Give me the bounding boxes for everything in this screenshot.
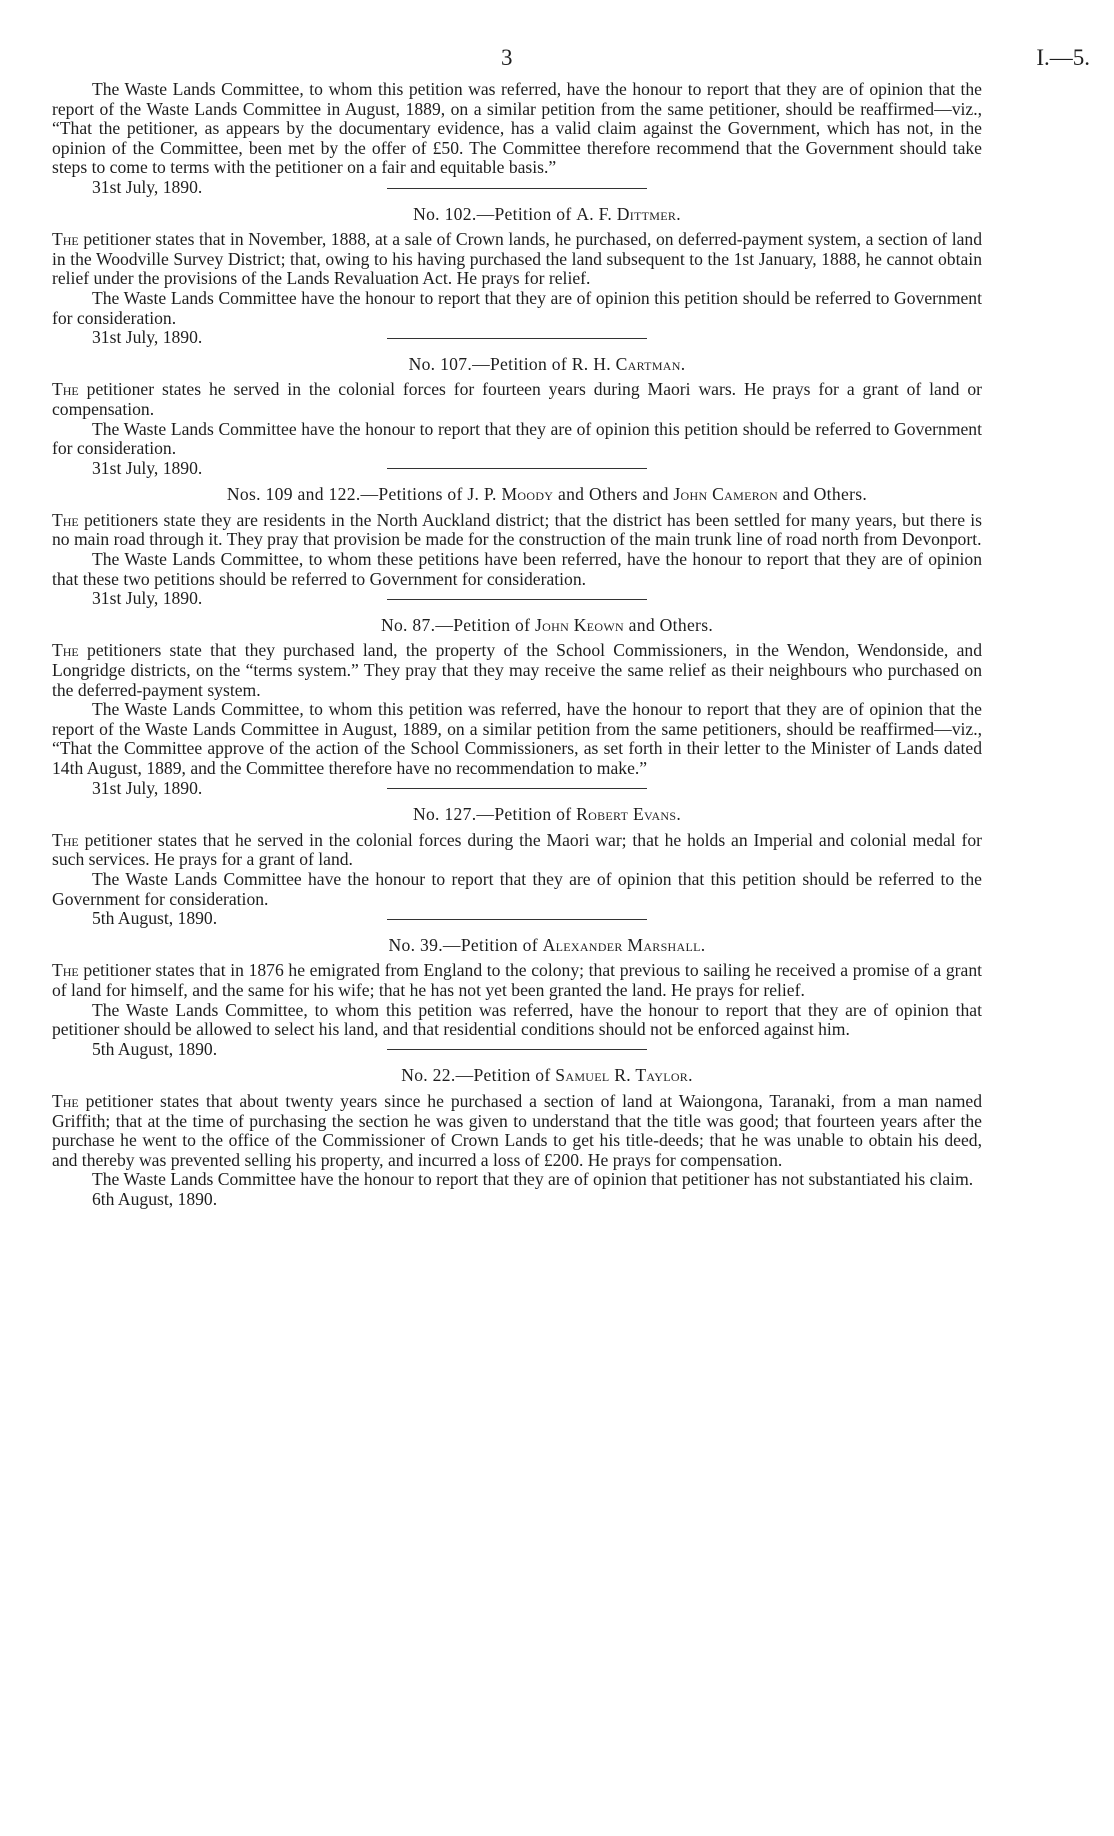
petition-statement: The petitioners state they are residents in the North Auckland district; that the district has been settled for many years, but there is no main road through it. They pray that provision be made for the construction of the main trunk line of road north from Devonport.: [52, 509, 982, 550]
petitioner-name: R. H. Cartman.: [571, 353, 686, 374]
section-divider: [387, 919, 647, 920]
petition-heading: No. 127.—Petition of Robert Evans.: [412, 804, 682, 825]
section-divider: [387, 188, 647, 189]
report-date: 31st July, 1890.: [92, 588, 203, 609]
petition-heading: No. 107.—Petition of R. H. Cartman.: [408, 353, 686, 374]
paper-reference: I.—5.: [1036, 45, 1090, 70]
page-header: [52, 44, 1090, 80]
petition-heading: No. 39.—Petition of Alexander Marshall.: [388, 934, 706, 955]
petition-statement: The petitioners state that they purchased land, the property of the School Commissioners, in the Wendon, Wendonside, and Longridge districts, on the “terms system.” They pray that they may receive the same relief as their neighbours who purchased on the deferred-payment system.: [52, 640, 982, 700]
petition-section: [52, 205, 982, 348]
petitioner-name: Robert Evans.: [576, 804, 682, 825]
petitioner-name: A. F. Dittmer.: [576, 203, 681, 224]
report-date: 31st July, 1890.: [92, 777, 203, 798]
committee-report: The Waste Lands Committee have the honour to report that they are of opinion this petition should be referred to Government for consideration.: [52, 287, 982, 328]
petition-section: [52, 485, 982, 609]
section-divider: [387, 338, 647, 339]
committee-report: The Waste Lands Committee, to whom this petition was referred, have the honour to report that they are of opinion that the report of the Waste Lands Committee in August, 1889, on a similar petition from the same petitioner, should be reaffirmed—viz., “That the petitioner, as appears by the documentary evidence, has a valid claim against the Government, which has not, in the opinion of the Committee, been met by the offer of £50. The Committee therefore recommend that the Government should take steps to come to terms with the petitioner on a fair and equitable basis.”: [52, 79, 982, 178]
petition-section: [52, 805, 982, 929]
report-date: 31st July, 1890.: [92, 176, 203, 197]
petition-statement: The petitioner states that in 1876 he emigrated from England to the colony; that previous to sailing he received a promise of a grant of land for himself, and the same for his wife; that he has not yet been granted the land. He prays for relief.: [52, 960, 982, 1000]
committee-report: The Waste Lands Committee have the honour to report that they are of opinion that petitioner has not substantiated his claim.: [92, 1169, 974, 1190]
petition-statement: The petitioner states he served in the colonial forces for fourteen years during Maori wars. He prays for a grant of land or compensation.: [52, 379, 982, 419]
petitioner-name: John Keown: [535, 614, 624, 635]
petitioner-name: Samuel R. Taylor.: [555, 1065, 693, 1086]
committee-report: The Waste Lands Committee have the honour to report that they are of opinion that this petition should be referred to the Government for consideration.: [52, 868, 982, 909]
petitioner-name: John Cameron: [673, 484, 778, 505]
committee-report: The Waste Lands Committee, to whom this petition was referred, have the honour to report that they are of opinion that the report of the Waste Lands Committee in August, 1889, on a similar petition from the same petitioners, should be reaffirmed—viz., “That the Committee approve of the action of the School Commissioners, as set forth in their letter to the Minister of Lands dated 14th August, 1889, and the Committee therefore have no recommendation to make.”: [52, 699, 982, 778]
report-date: 31st July, 1890.: [92, 327, 203, 348]
petition-heading: No. 102.—Petition of A. F. Dittmer.: [413, 203, 681, 224]
petition-statement: The petitioner states that about twenty years since he purchased a section of land at Waiongona, Taranaki, from a man named Griffith; that at the time of purchasing the section he was given to understand that the title was good; that fourteen years after the purchase he went to the office of the Commissioner of Crown Lands to get his title-deeds; that he was unable to obtain his deed, and thereby was prevented selling his property, and incurred a loss of £200. He prays for compensation.: [52, 1090, 982, 1170]
petition-section: [52, 936, 982, 1060]
petition-heading: Nos. 109 and 122.—Petitions of J. P. Moody and Others and John Cameron and Others.: [226, 484, 868, 505]
committee-report: The Waste Lands Committee, to whom this petition was referred, have the honour to report that they are of opinion that petitioner should be allowed to select his land, and that residential conditions should not be enforced against him.: [52, 999, 982, 1040]
petition-statement: The petitioner states that in November, 1888, at a sale of Crown lands, he purchased, on deferred-payment system, a section of land in the Woodville Survey District; that, owing to his having purchased the land subsequent to the 1st January, 1888, he cannot obtain relief under the provisions of the Lands Revaluation Act. He prays for relief.: [52, 229, 982, 289]
petitioner-name: J. P. Moody: [467, 484, 554, 505]
intro-section: [52, 80, 982, 198]
petition-heading: No. 87.—Petition of John Keown and Others.: [380, 614, 714, 635]
petition-statement: The petitioner states that he served in the colonial forces during the Maori war; that he holds an Imperial and colonial medal for such services. He prays for a grant of land.: [52, 829, 982, 870]
committee-report: The Waste Lands Committee have the honour to report that they are of opinion this petition should be referred to Government for consideration.: [52, 418, 982, 459]
section-divider: [387, 599, 647, 600]
committee-report: The Waste Lands Committee, to whom these petitions have been referred, have the honour to report that they are of opinion that these two petitions should be referred to Government for consideration.: [52, 549, 982, 589]
section-divider: [387, 468, 647, 469]
report-date: 5th August, 1890.: [92, 908, 218, 929]
section-divider: [387, 788, 647, 789]
report-date: 31st July, 1890.: [92, 457, 203, 478]
section-divider: [387, 1049, 647, 1050]
petition-section: [52, 355, 982, 479]
report-date: 5th August, 1890.: [92, 1038, 218, 1059]
report-date: 6th August, 1890.: [92, 1188, 218, 1209]
petition-section: [52, 1066, 982, 1209]
page-number: 3: [501, 45, 513, 70]
petition-section: [52, 616, 982, 798]
petition-heading: No. 22.—Petition of Samuel R. Taylor.: [401, 1065, 693, 1086]
petitioner-name: Alexander Marshall.: [542, 934, 706, 955]
